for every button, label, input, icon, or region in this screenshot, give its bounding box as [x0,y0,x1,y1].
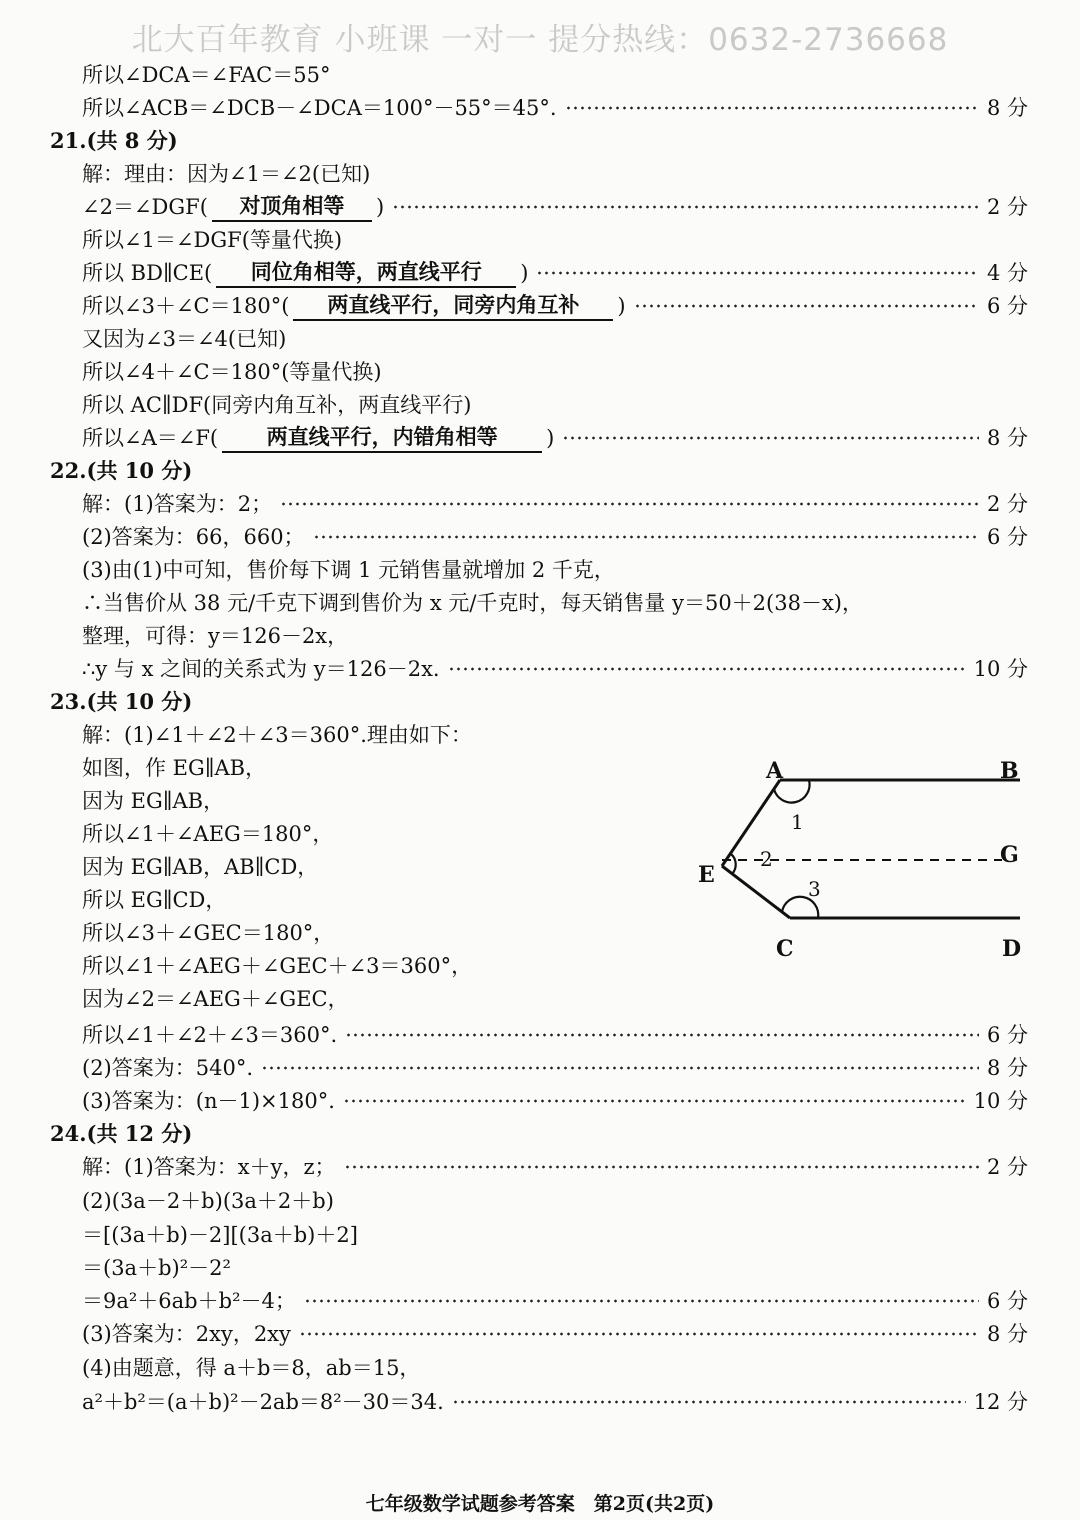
scored-line: ∴y 与 x 之间的关系式为 y＝126－2x. 10 分 [82,652,1028,686]
fill-blank-line: ∠2＝∠DGF( 对顶角相等 ) 2 分 [82,190,1028,224]
score: 8 分 [986,1322,1028,1346]
text-line: 所以 EG∥CD， [82,888,227,912]
score: 2 分 [986,492,1028,516]
text-line: 所以 AC∥DF(同旁内角互补，两直线平行) [82,393,472,417]
text-line: ∴当售价从 38 元/千克下调到售价为 x 元/千克时，每天销售量 y＝50＋2(38－x)， [82,591,863,615]
question-heading-24: 24.(共 12 分) [50,1121,193,1146]
text-line: 所以∠1＋∠AEG＝180°， [82,822,334,846]
text-line: 解：理由：因为∠1＝∠2(已知) [82,162,371,186]
answer-blank: 两直线平行，内错角相等 [222,423,542,453]
scored-line: (2)答案为：540°. 8 分 [82,1051,1028,1085]
text-line: 所以∠3＋∠GEC＝180°， [82,921,335,945]
text-line: 所以∠1＋∠AEG＋∠GEC＋∠3＝360°， [82,954,473,978]
scored-line: (3)答案为：2xy，2xy 8 分 [82,1317,1028,1351]
text-line: (2)(3a－2＋b)(3a＋2＋b) [82,1189,334,1213]
text-line: 所以∠1＝∠DGF(等量代换) [82,228,343,252]
score: 6 分 [986,294,1028,318]
text-line: 所以∠4＋∠C＝180°(等量代换) [82,360,382,384]
question-heading-21: 21.(共 8 分) [50,128,178,153]
score: 8 分 [986,426,1028,450]
angle-2-label: 2 [760,847,773,871]
answer-blank: 两直线平行，同旁内角互补 [293,291,613,321]
fill-blank-line: 所以 BD∥CE( 同位角相等，两直线平行 ) 4 分 [82,256,1028,290]
text-line: 如图，作 EG∥AB， [82,756,267,780]
text-line: 整理，可得：y＝126－2x， [82,624,349,648]
angle-1-label: 1 [791,810,804,834]
label-g: G [1000,842,1019,868]
text-line: 所以∠DCA＝∠FAC＝55° [82,63,331,87]
watermark: 北大百年教育 小班课 一对一 提分热线：0632-2736668 [131,22,949,58]
angle-2-arc [731,854,736,874]
score: 6 分 [986,1023,1028,1047]
text-line: (3)由(1)中可知，售价每下调 1 元销售量就增加 2 千克， [82,558,615,582]
score: 6 分 [986,525,1028,549]
score: 2 分 [986,1155,1028,1179]
scored-line: (2)答案为：66，660； 6 分 [82,520,1028,554]
scored-line: a²＋b²＝(a＋b)²－2ab＝8²－30＝34. 12 分 [82,1385,1028,1419]
text-line: ＝[(3a＋b)－2][(3a＋b)＋2] [82,1223,358,1247]
question-heading-23: 23.(共 10 分) [50,689,193,714]
scored-line: 所以∠1＋∠2＋∠3＝360°. 6 分 [82,1018,1028,1052]
score: 4 分 [986,261,1028,285]
fill-blank-line: 所以∠A＝∠F( 两直线平行，内错角相等 ) 8 分 [82,421,1028,455]
score: 6 分 [986,1289,1028,1313]
scored-line: ＝9a²＋6ab＋b²－4； 6 分 [82,1284,1028,1318]
scored-line: 解：(1)答案为：x＋y，z； 2 分 [82,1150,1028,1184]
score: 2 分 [986,195,1028,219]
text-line: ＝(3a＋b)²－2² [82,1256,231,1280]
label-d: D [1002,936,1022,962]
text-line: 因为 EG∥AB， [82,789,225,813]
answer-blank: 同位角相等，两直线平行 [216,258,516,288]
score: 8 分 [986,96,1028,120]
text-line: 解：(1)∠1＋∠2＋∠3＝360°.理由如下： [82,723,472,747]
page-footer: 七年级数学试题参考答案 第2页(共2页) [365,1493,715,1515]
label-e: E [698,862,715,888]
score: 12 分 [973,1390,1028,1414]
label-a: A [766,758,784,784]
scored-line: 所以∠ACB＝∠DCB－∠DCA＝100°－55°＝45°. 8 分 [82,91,1028,125]
text-line: (4)由题意，得 a＋b＝8，ab＝15， [82,1356,421,1380]
score: 10 分 [973,1089,1028,1113]
score: 10 分 [973,657,1028,681]
answer-blank: 对顶角相等 [212,192,372,222]
label-c: C [776,936,794,962]
text-line: 因为 EG∥AB，AB∥CD， [82,855,319,879]
scored-line: (3)答案为：(n－1)×180°. 10 分 [82,1084,1028,1118]
label-b: B [1000,758,1019,784]
scored-line: 解：(1)答案为：2； 2 分 [82,487,1028,521]
score: 8 分 [986,1056,1028,1080]
text-line: 因为∠2＝∠AEG＋∠GEC， [82,987,349,1011]
parallel-lines-figure [690,752,1040,967]
text-line: 又因为∠3＝∠4(已知) [82,327,287,351]
fill-blank-line: 所以∠3＋∠C＝180°( 两直线平行，同旁内角互补 ) 6 分 [82,289,1028,323]
question-heading-22: 22.(共 10 分) [50,458,193,483]
angle-3-label: 3 [808,877,821,901]
